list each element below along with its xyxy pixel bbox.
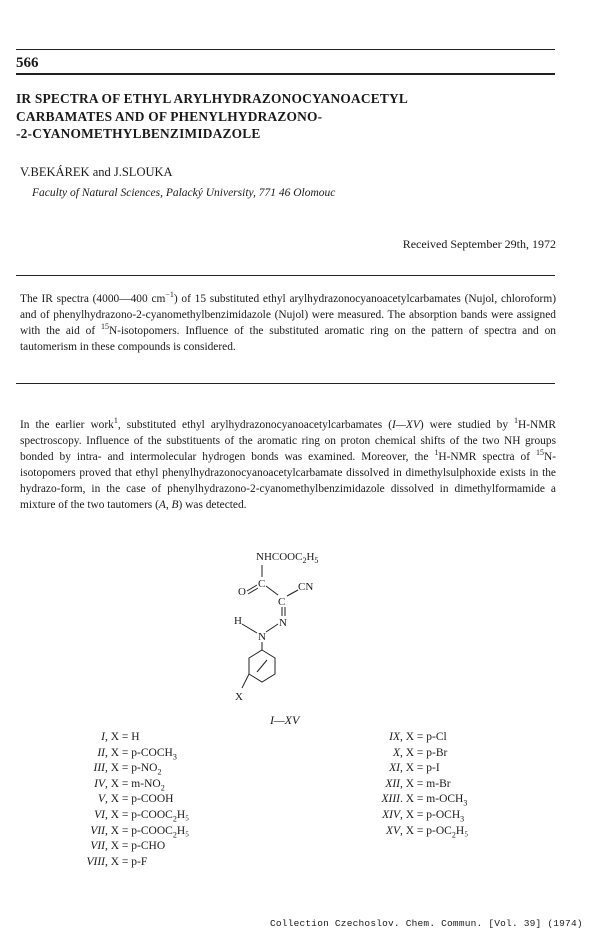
- compound-entry: XII, X = m-Br: [385, 777, 451, 790]
- carbonyl-oxygen: O: [238, 586, 246, 598]
- title-line: IR SPECTRA OF ETHYL ARYLHYDRAZONOCYANOACETYL: [16, 91, 409, 106]
- compound-entry: I, X = H: [101, 731, 140, 743]
- body-paragraph: In the earlier work$^1$, substituted ethyl arylhydrazonocyanoacetylcarbamates (I—XV) were studied by $^1$H-NMR spectroscopy. Influence of the substituents of the aromatic ring on proton chemical shifts of the two NH groups bonded by intra- and intermolecular hydrogen bonds was examined. Moreover, the $^1$H-NMR spectra of $^{15}$N-isotopomers proved that ethyl phenylhydrazonocyanoacetylcarbamate dissolved in dimethylsulphoxide exists in the hydrazo-form, in the case of phenylhydrazono-2-cyanomethylbenzimidazole dissolved in dimethylformamide a mixture of the two tautomers (A, B) was detected.: [20, 416, 556, 511]
- carbon-2: C: [278, 596, 286, 608]
- compound-entry: II, $X = p-COCH_3$: [97, 746, 177, 761]
- received-date: Received September 29th, 1972: [402, 237, 556, 251]
- hydrogen: H: [234, 615, 242, 627]
- bond-c-c: [266, 586, 278, 595]
- title-line: CARBAMATES AND OF PHENYLHYDRAZONO-: [16, 108, 323, 124]
- abstract-rule-bottom: [16, 383, 555, 384]
- compound-entry: VIII, X = p-F: [86, 855, 148, 868]
- compound-range-label: I—XV: [270, 713, 300, 727]
- structure-top-group: $NHCOOC_2H_5$: [256, 551, 319, 565]
- compound-entry: XI, X = p-I: [389, 762, 440, 775]
- nitrogen-2: N: [279, 617, 287, 629]
- footer-citation: Collection Czechoslov. Chem. Commun. [Vol. 39] (1974): [270, 918, 583, 929]
- ring-substituent-line: [257, 660, 267, 672]
- chemical-structure: [220, 540, 380, 710]
- compound-entry: VII, X = p-CHO: [90, 840, 166, 853]
- compound-entry: XIII. $X = m-OCH_3$: [381, 793, 468, 808]
- nitrogen-1: N: [258, 631, 266, 643]
- compound-entry: IV, $X = m-NO_2$: [94, 777, 165, 793]
- compound-entry: X, X = p-Br: [392, 746, 448, 759]
- bond-n-n: [266, 624, 278, 632]
- substituent-x: X: [235, 691, 243, 703]
- bond-c-o: [247, 585, 257, 591]
- page-number: 566: [16, 55, 39, 71]
- compound-entry: VII, $X = p-COOC_2H_5$: [90, 824, 190, 839]
- abstract: The IR spectra (4000—400 $cm^{-1}$) of 15 substituted ethyl arylhydrazonocyanoacetylcarbamates (Nujol, chloroform) and of phenylhydrazono-2-cyanomethylbenzimidazole (Nujol) were measured. The absorption bands were assigned with the aid of $^{15}$N-isotopomers. Influence of the substituted aromatic ring on the pattern of spectra and on tautomerism in these compounds is considered.: [20, 290, 556, 353]
- compound-entry: VI, $X = p-COOC_2H_5$: [94, 809, 190, 824]
- top-rule-thin: [16, 49, 555, 50]
- top-rule-thick: [16, 73, 555, 75]
- compound-entry: XIV, $X = p-OCH_3$: [382, 809, 465, 824]
- compound-entry: III, $X = p-NO_2$: [93, 762, 162, 777]
- bond-c-cn: [287, 590, 298, 596]
- compound-entry: V, X = p-COOH: [97, 793, 174, 806]
- cyano-group: CN: [298, 581, 314, 593]
- abstract-rule-top: [16, 275, 555, 276]
- compound-entry: XV, $X = p-OC_2H_5$: [385, 824, 469, 839]
- carbon-1: C: [258, 578, 266, 590]
- bond-c-o-double: [248, 588, 258, 594]
- article-title: [16, 90, 556, 143]
- compound-entry: IX, X = p-Cl: [389, 731, 447, 743]
- bond-ring-x: [242, 674, 249, 688]
- authors: V.BEKÁREK and J.SLOUKA: [20, 165, 173, 179]
- bond-h-n: [242, 624, 257, 633]
- affiliation: Faculty of Natural Sciences, Palacký University, 771 46 Olomouc: [32, 187, 336, 199]
- title-line: -2-CYANOMETHYLBENZIMIDAZOLE: [16, 126, 261, 141]
